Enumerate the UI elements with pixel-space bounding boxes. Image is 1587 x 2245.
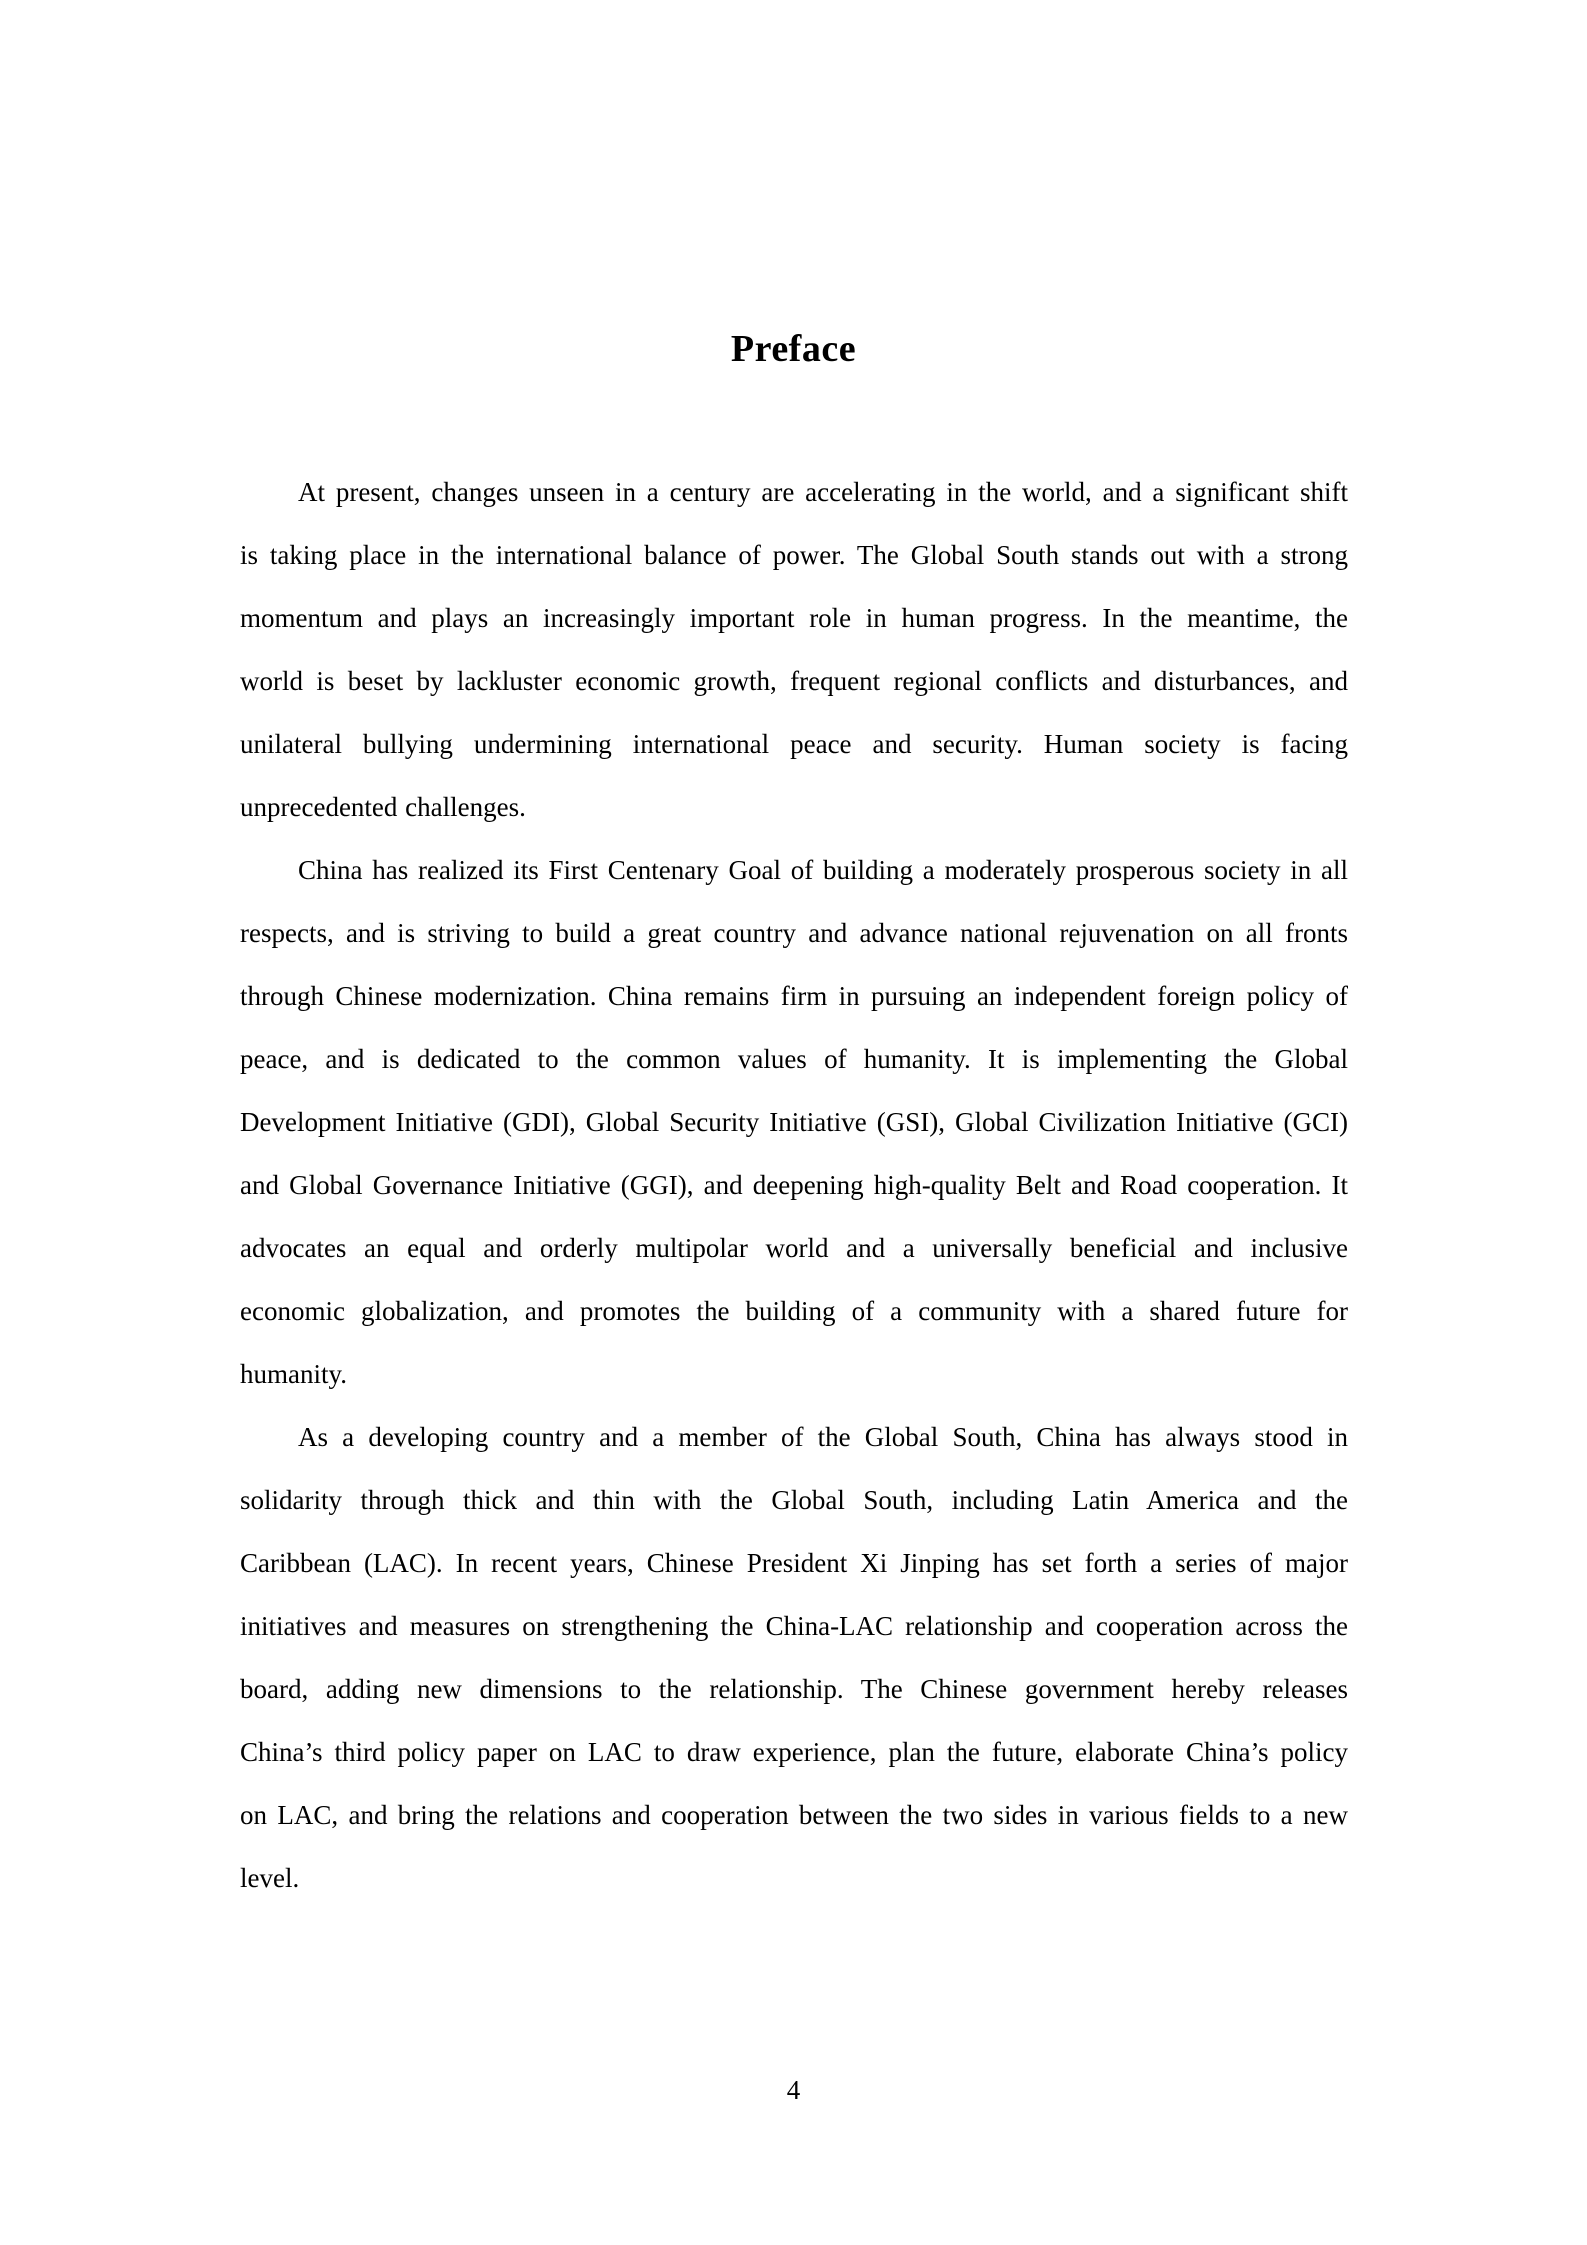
text-line: Caribbean (LAC). In recent years, Chinese President Xi Jinping has set forth a series of major bbox=[240, 1548, 1348, 1578]
text-line: peace, and is dedicated to the common values of humanity. It is implementing the Global bbox=[240, 1044, 1348, 1074]
text-line: As a developing country and a member of the Global South, China has always stood in bbox=[298, 1422, 1348, 1452]
text-line: initiatives and measures on strengthening the China-LAC relationship and cooperation across the bbox=[240, 1611, 1348, 1641]
text-line: unilateral bullying undermining international peace and security. Human society is facing bbox=[240, 729, 1348, 759]
text-line: board, adding new dimensions to the relationship. The Chinese government hereby releases bbox=[240, 1674, 1348, 1704]
text-line: and Global Governance Initiative (GGI), and deepening high-quality Belt and Road cooperation. It bbox=[240, 1170, 1348, 1200]
text-line: solidarity through thick and thin with the Global South, including Latin America and the bbox=[240, 1485, 1348, 1515]
paragraph bbox=[240, 839, 1348, 1406]
page-title: Preface bbox=[730, 328, 857, 370]
text-line: respects, and is striving to build a great country and advance national rejuvenation on all fronts bbox=[240, 918, 1348, 948]
text-line: is taking place in the international balance of power. The Global South stands out with a strong bbox=[240, 540, 1348, 570]
document-body bbox=[240, 461, 1348, 1910]
text-line: advocates an equal and orderly multipolar world and a universally beneficial and inclusive bbox=[240, 1233, 1348, 1263]
text-line: Development Initiative (GDI), Global Security Initiative (GSI), Global Civilization Initiative (GCI) bbox=[240, 1107, 1348, 1137]
text-line: level. bbox=[240, 1863, 300, 1893]
text-line: China has realized its First Centenary Goal of building a moderately prosperous society in all bbox=[298, 855, 1348, 885]
page-number: 4 bbox=[786, 2075, 801, 2105]
text-line: unprecedented challenges. bbox=[240, 792, 526, 822]
paragraph bbox=[240, 1406, 1348, 1910]
paragraph bbox=[240, 461, 1348, 839]
text-line: through Chinese modernization. China remains firm in pursuing an independent foreign policy of bbox=[240, 981, 1348, 1011]
text-line: economic globalization, and promotes the building of a community with a shared future for bbox=[240, 1296, 1348, 1326]
text-line: on LAC, and bring the relations and cooperation between the two sides in various fields to a new bbox=[240, 1800, 1348, 1830]
text-line: momentum and plays an increasingly important role in human progress. In the meantime, the bbox=[240, 603, 1348, 633]
text-line: At present, changes unseen in a century are accelerating in the world, and a significant shift bbox=[298, 477, 1348, 507]
text-line: world is beset by lackluster economic growth, frequent regional conflicts and disturbances, and bbox=[240, 666, 1348, 696]
text-line: China’s third policy paper on LAC to draw experience, plan the future, elaborate China’s policy bbox=[240, 1737, 1348, 1767]
text-line: humanity. bbox=[240, 1359, 347, 1389]
